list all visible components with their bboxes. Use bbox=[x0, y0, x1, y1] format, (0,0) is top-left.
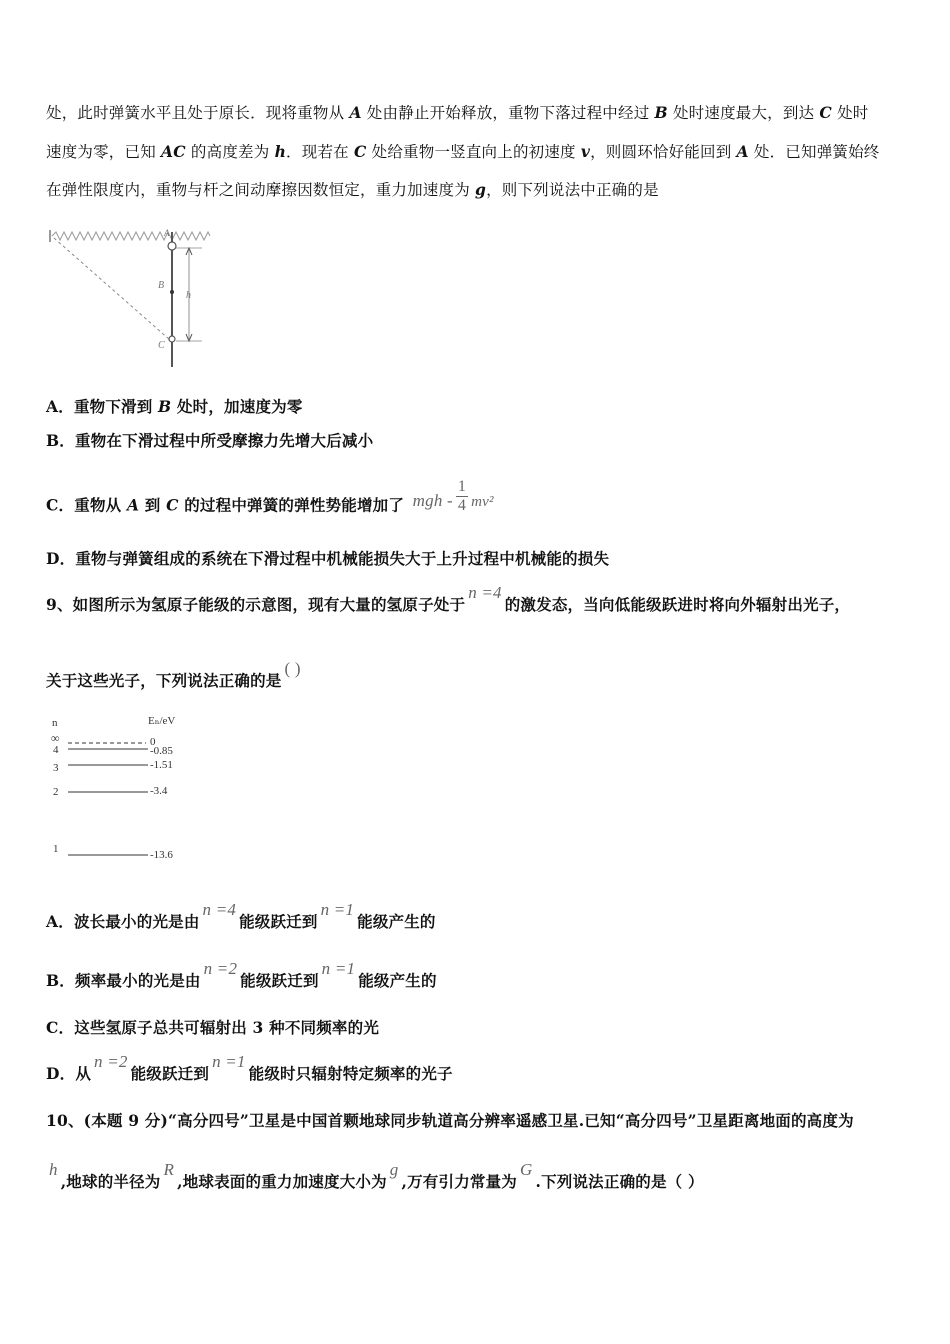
label-C: C bbox=[158, 340, 165, 351]
q8-option-B: B．重物在下滑过程中所受摩擦力先增大后减小 bbox=[46, 431, 374, 450]
diagonal-dashed bbox=[54, 238, 170, 340]
label-B: B bbox=[158, 280, 165, 291]
level-n-2: 2 bbox=[53, 786, 59, 798]
n-header: n bbox=[52, 717, 58, 729]
ring-C bbox=[169, 336, 175, 342]
q9-option-B: B．频率最小的光是由n =2能级跃迁到n =1能级产生的 bbox=[46, 959, 437, 990]
q10-stem-line-1: 10、(本题 9 分)“高分四号”卫星是中国首颗地球同步轨道高分辨率遥感卫星.已知“高分四号”卫星距离地面的高度为 bbox=[46, 1111, 854, 1130]
q9-option-D: D．从n =2能级跃迁到n =1能级时只辐射特定频率的光子 bbox=[46, 1052, 453, 1083]
label-h: h bbox=[186, 290, 191, 301]
level-e-inf: 0 bbox=[150, 736, 156, 748]
q8-option-D: D．重物与弹簧组成的系统在下滑过程中机械能损失大于上升过程中机械能的损失 bbox=[46, 549, 610, 568]
intro-line-1: 处，此时弹簧水平且处于原长．现将重物从 A 处由静止开始释放，重物下落过程中经过 B 处时速度最大，到达 C 处时 bbox=[46, 103, 869, 122]
q8-option-A: A．重物下滑到 B 处时，加速度为零 bbox=[46, 397, 303, 416]
spring bbox=[52, 232, 210, 240]
energy-level-diagram bbox=[46, 712, 206, 867]
label-A: A bbox=[164, 228, 170, 238]
level-e-1: -13.6 bbox=[150, 849, 173, 861]
level-e-2: -3.4 bbox=[150, 785, 168, 797]
e-header: Eₙ/eV bbox=[148, 715, 176, 727]
q9-option-A: A．波长最小的光是由n =4能级跃迁到n =1能级产生的 bbox=[46, 900, 436, 931]
formula-mv2: mv² bbox=[471, 493, 494, 510]
ring-A bbox=[168, 242, 176, 250]
intro-line-2: 速度为零，已知 AC 的高度差为 h．现若在 C 处给重物一竖直向上的初速度 v，则圆环恰好能回到 A 处．已知弹簧始终 bbox=[46, 142, 880, 161]
q9-stem-line-2: 关于这些光子，下列说法正确的是( ) bbox=[46, 659, 301, 690]
q10-stem-line-2: h,地球的半径为R,地球表面的重力加速度大小为g,万有引力常量为G.下列说法正确的是（ ） bbox=[49, 1160, 704, 1191]
spring-rod-diagram bbox=[46, 222, 216, 372]
point-B bbox=[170, 290, 174, 294]
level-e-3: -1.51 bbox=[150, 759, 173, 771]
level-n-inf: ∞ bbox=[51, 731, 60, 745]
q9-stem-line-1: 9、如图所示为氢原子能级的示意图，现有大量的氢原子处于n =4的激发态，当向低能级跃进时将向外辐射出光子， bbox=[46, 583, 851, 614]
level-e-4: -0.85 bbox=[150, 745, 173, 757]
formula-mgh: mgh - bbox=[412, 490, 453, 510]
fraction-1-4: $\frac{1}{4}$ bbox=[457, 478, 467, 514]
level-n-4: 4 bbox=[53, 744, 59, 756]
level-n-3: 3 bbox=[53, 762, 59, 774]
q9-option-C: C．这些氢原子总共可辐射出 3 种不同频率的光 bbox=[46, 1018, 380, 1037]
q8-option-C: C．重物从 A 到 C 的过程中弹簧的弹性势能增加了 mgh - $\frac{1}{4}$ mv² bbox=[46, 478, 494, 515]
intro-line-3: 在弹性限度内，重物与杆之间动摩擦因数恒定，重力加速度为 g，则下列说法中正确的是 bbox=[46, 180, 659, 199]
level-n-1: 1 bbox=[53, 843, 59, 855]
